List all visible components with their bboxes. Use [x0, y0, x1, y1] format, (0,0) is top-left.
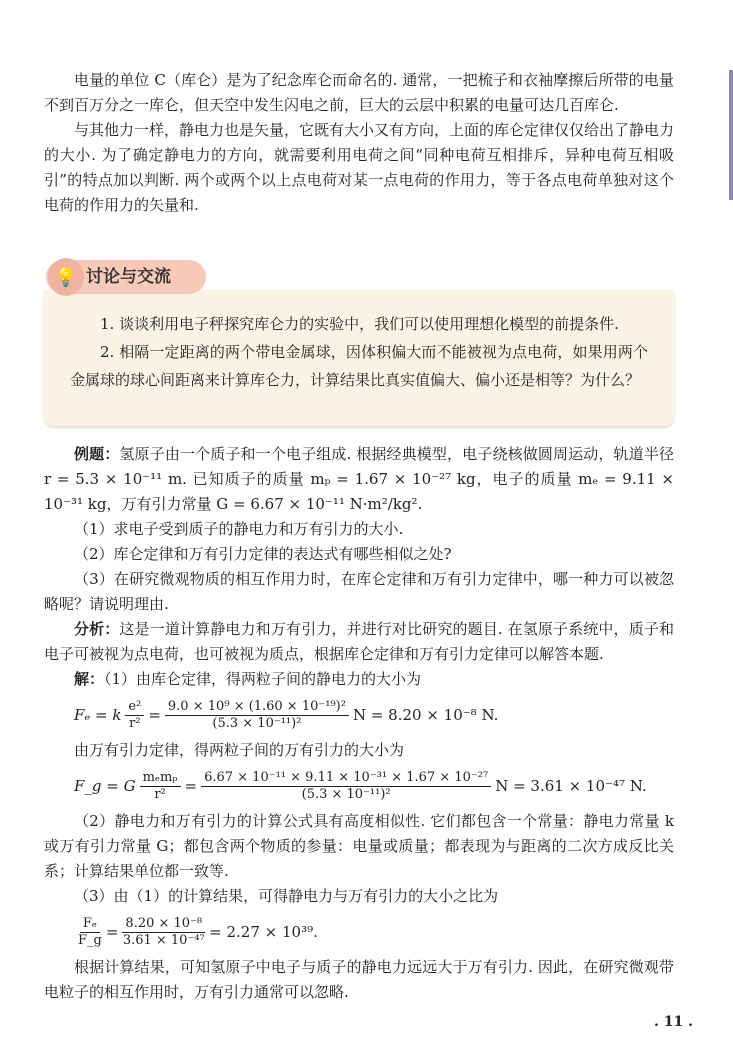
- denominator: r²: [154, 786, 166, 802]
- question: （2）库仑定律和万有引力定律的表达式有哪些相似之处?: [74, 545, 452, 563]
- solution-step: （3）由（1）的计算结果，可得静电力与万有引力的大小之比为: [74, 887, 499, 905]
- formula-result: N = 8.20 × 10⁻⁸ N.: [352, 706, 499, 724]
- solution-step: （2）静电力和万有引力的计算公式具有高度相似性. 它们都包含一个常量：静电力常量 k 或万有引力常量 G；都包含两个物质的参量：电量或质量；都表现为与距离的二次方成反比关系；计算结果单位都一致等.: [44, 812, 674, 880]
- formula-coulomb: Fₑ = k $\frac{\text{e²}}{\text{r²}}$ = $\frac{\text{9.0 × 10⁹ × (1.60 × 10⁻¹⁹)²}}{\text{(5.3 × 10⁻¹¹)²}}$ N = 8.20 × 10⁻⁸ N.: [74, 698, 499, 731]
- numerator: 8.20 × 10⁻⁸: [122, 916, 205, 933]
- paragraph: 电量的单位 C（库仑）是为了纪念库仑而命名的. 通常，一把梳子和衣袖摩擦后所带的电量不到百万分之一库仑，但天空中发生闪电之前，巨大的云层中积累的电量可达几百库仑.: [44, 71, 674, 114]
- discussion-title: 讨论与交流: [46, 260, 206, 294]
- intro-section: [44, 68, 674, 218]
- discussion-item: 2. 相隔一定距离的两个带电金属球，因体积偏大而不能被视为点电荷，如果用两个金属球的球心间距离来计算库仑力，计算结果比真实值偏大、偏小还是相等？为什么？: [70, 343, 648, 389]
- formula-ratio: $\frac{\text{Fₑ}}{F\_g}$ = $\frac{\text{8.20 × 10⁻⁸}}{\text{3.61 × 10⁻⁴⁷}}$ = 2.27 × 10³⁹.: [78, 915, 318, 948]
- discussion-content: [44, 290, 674, 426]
- denominator: (5.3 × 10⁻¹¹)²: [301, 786, 391, 802]
- formula-lhs: F_g = G: [74, 777, 136, 795]
- numerator: Fₑ: [80, 916, 100, 933]
- analysis-label: 分析：: [74, 620, 120, 638]
- example-section: [44, 442, 674, 1005]
- conclusion: 根据计算结果，可知氢原子中电子与质子的静电力远远大于万有引力. 因此，在研究微观带电粒子的相互作用时，万有引力通常可以忽略.: [44, 958, 674, 1001]
- question: （3）在研究微观物质的相互作用力时，在库仑定律和万有引力定律中，哪一种力可以被忽略呢？请说明理由.: [44, 570, 674, 613]
- question: （1）求电子受到质子的静电力和万有引力的大小.: [74, 520, 404, 538]
- numerator: mₑmₚ: [140, 770, 181, 787]
- chapter-tab: [729, 70, 733, 200]
- discussion-box: [44, 258, 674, 426]
- formula-lhs: Fₑ = k: [74, 706, 122, 724]
- page-number: . 11 .: [654, 1014, 693, 1030]
- denominator: F_g: [78, 932, 102, 948]
- numerator: e²: [125, 699, 144, 716]
- formula-result: = 2.27 × 10³⁹.: [209, 923, 318, 941]
- solution-label: 解：: [74, 670, 105, 688]
- analysis-text: 这是一道计算静电力和万有引力，并进行对比研究的题目. 在氢原子系统中，质子和电子可被视为点电荷，也可被视为质点，根据库仑定律和万有引力定律可以解答本题.: [44, 620, 674, 663]
- lightbulb-icon: 💡: [48, 258, 84, 296]
- formula-result: N = 3.61 × 10⁻⁴⁷ N.: [495, 777, 647, 795]
- solution-step: 由万有引力定律，得两粒子间的万有引力的大小为: [74, 741, 405, 759]
- denominator: r²: [129, 715, 141, 731]
- solution-step: （1）由库仑定律，得两粒子间的静电力的大小为: [104, 670, 422, 688]
- numerator: 6.67 × 10⁻¹¹ × 9.11 × 10⁻³¹ × 1.67 × 10⁻²⁷: [201, 770, 491, 787]
- example-label: 例题：: [74, 445, 120, 463]
- formula-gravity: F_g = G $\frac{\text{mₑmₚ}}{\text{r²}}$ = $\frac{\text{6.67 × 10⁻¹¹ × 9.11 × 10⁻³¹ × 1.67 × 10⁻²⁷}}{\text{(5.3 × 10⁻¹¹)²}}$ N = 3.61 × 10⁻⁴⁷ N.: [74, 769, 647, 802]
- numerator: 9.0 × 10⁹ × (1.60 × 10⁻¹⁹)²: [165, 699, 349, 716]
- denominator: 3.61 × 10⁻⁴⁷: [122, 932, 205, 948]
- discussion-item: 1. 谈谈利用电子秤探究库仑力的实验中，我们可以使用理想化模型的前提条件.: [100, 315, 619, 333]
- paragraph: 与其他力一样，静电力也是矢量，它既有大小又有方向，上面的库仑定律仅仅给出了静电力的大小. 为了确定静电力的方向，就需要利用电荷之间“同种电荷互相排斥，异种电荷互相吸引”的特点加以判断. 两个或两个以上点电荷对某一点电荷的作用力，等于各点电荷单独对这个电荷的作用力的矢量和.: [44, 121, 675, 214]
- example-text: 氢原子由一个质子和一个电子组成. 根据经典模型，电子绕核做圆周运动，轨道半径 r = 5.3 × 10⁻¹¹ m. 已知质子的质量 mₚ = 1.67 × 10⁻²⁷ kg，电子的质量 mₑ = 9.11 × 10⁻³¹ kg，万有引力常量 G = 6.67 × 10⁻¹¹ N·m²/kg².: [44, 445, 674, 513]
- denominator: (5.3 × 10⁻¹¹)²: [212, 715, 302, 731]
